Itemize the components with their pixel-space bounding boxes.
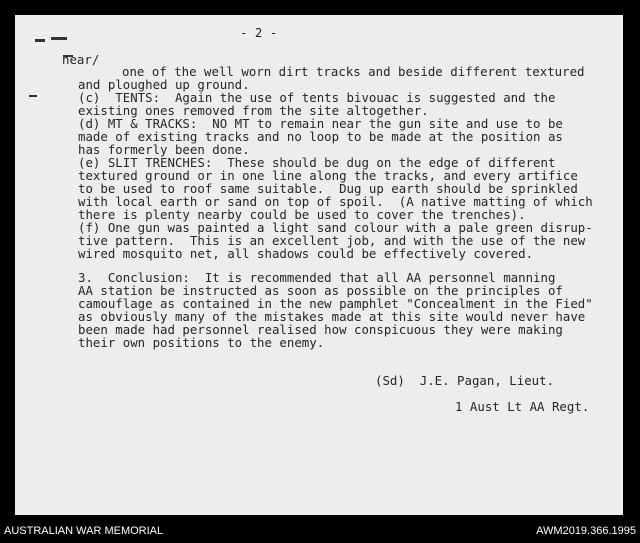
near-label: near/ — [62, 52, 100, 67]
text-line: been made had personnel realised how conspicuous they were making — [78, 322, 563, 337]
text-line: their own positions to the enemy. — [78, 335, 325, 350]
text-line: textured ground or in one line along the tracks, and every artifice — [78, 168, 578, 183]
text-line: one of the well worn dirt tracks and beside different textured — [122, 64, 585, 79]
text-line: tive pattern. This is an excellent job, and with the use of the new — [78, 233, 586, 248]
page-number: - 2 - — [240, 25, 278, 40]
text-line: existing ones removed from the site altogether. — [78, 103, 429, 118]
text-line: (e) SLIT TRENCHES: These should be dug on the edge of different — [78, 155, 556, 170]
text-line: (f) One gun was painted a light sand colour with a pale green disrup- — [78, 220, 593, 235]
text-line: and ploughed up ground. — [78, 77, 250, 92]
text-line: as obviously many of the mistakes made at this site would never have — [78, 309, 586, 324]
text-line: 3. Conclusion: It is recommended that all AA personnel manning — [78, 270, 556, 285]
text-line: has formerly been done. — [78, 142, 250, 157]
footer-left: AUSTRALIAN WAR MEMORIAL — [4, 525, 164, 537]
text-line: made of existing tracks and no loop to be made at the position as — [78, 129, 563, 144]
unit-name: 1 Aust Lt AA Regt. — [455, 399, 590, 414]
text-line: with local earth or sand on top of spoil. (A native matting of which — [78, 194, 593, 209]
text-line: to be used to roof same suitable. Dug up earth should be sprinkled — [78, 181, 578, 196]
footer-right: AWM2019.366.1995 — [536, 525, 636, 537]
text-line: there is plenty nearby could be used to cover the trenches). — [78, 207, 526, 222]
text-line: (d) MT & TRACKS: NO MT to remain near the gun site and use to be — [78, 116, 563, 131]
ink-mark — [29, 95, 37, 97]
text-line: wired mosquito net, all shadows could be effectively covered. — [78, 246, 534, 261]
ink-mark — [51, 37, 67, 40]
ink-mark — [35, 39, 45, 42]
text-line: AA station be instructed as soon as possible on the principles of — [78, 283, 563, 298]
text-line: camouflage as contained in the new pamphlet "Concealment in the Fied" — [78, 296, 593, 311]
signature: (Sd) J.E. Pagan, Lieut. — [375, 373, 555, 388]
text-line: (c) TENTS: Again the use of tents bivouac is suggested and the — [78, 90, 556, 105]
